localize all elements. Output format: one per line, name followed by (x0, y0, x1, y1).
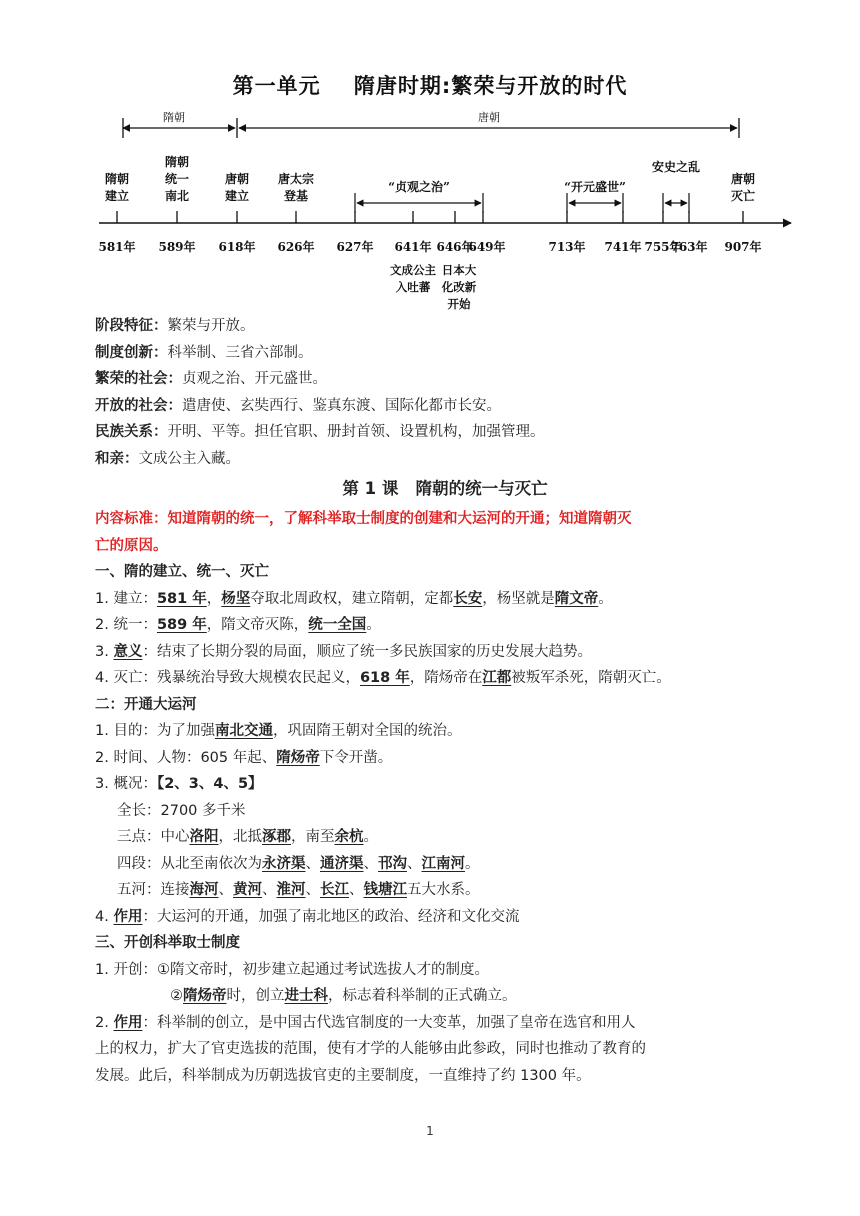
list-item: 2. 统一：589 年，隋文帝灭陈，统一全国。 (95, 617, 381, 633)
sui-label: 隋朝 (163, 111, 185, 124)
timeline-below-label: 文成公主入吐蕃 (390, 263, 436, 294)
timeline-event-label: 隋朝统一南北 (164, 155, 190, 203)
list-item: 2. 时间、人物：605 年起、隋炀帝下令开凿。 (95, 749, 393, 766)
summary-row: 开放的社会：遣唐使、玄奘西行、鉴真东渡、国际化都市长安。 (95, 397, 501, 414)
timeline-year-label: 763年 (670, 240, 708, 254)
timeline-year-label: 589年 (158, 240, 196, 254)
timeline-year-label: 741年 (604, 240, 642, 254)
page-number: 1 (426, 1124, 434, 1138)
timeline-event-label: 唐朝建立 (224, 172, 250, 203)
list-subitem: ②隋炀帝时，创立进士科，标志着科举制的正式确立。 (170, 988, 517, 1004)
timeline-period-label: “开元盛世” (564, 180, 626, 194)
summary-row: 和亲：文成公主入藏。 (95, 450, 240, 467)
timeline-year-label: 618年 (218, 240, 256, 254)
list-item-cont: 上的权力，扩大了官吏选拔的范围，使有才学的人能够由此参政，同时也推动了教育的 (95, 1041, 646, 1057)
timeline-period-label: 安史之乱 (651, 160, 701, 174)
timeline-year-label: 627年 (336, 240, 374, 254)
content-standard-cont: 亡的原因。 (95, 537, 168, 554)
timeline-year-label: 626年 (277, 240, 315, 254)
list-item: 1. 建立：581 年，杨坚夺取北周政权，建立隋朝，定都长安，杨坚就是隋文帝。 (95, 590, 613, 607)
list-item: 1. 开创：①隋文帝时，初步建立起通过考试选拔人才的制度。 (95, 961, 489, 978)
timeline-year-label: 641年 (394, 240, 432, 254)
summary-row: 民族关系：开明、平等。担任官职、册封首领、设置机构，加强管理。 (95, 424, 545, 440)
list-subitem: 全长：2700 多千米 (117, 802, 246, 819)
timeline-year-label: 713年 (548, 240, 586, 254)
content-standard: 内容标准：知道隋朝的统一，了解科举取士制度的创建和大运河的开通；知道隋朝灭 (95, 511, 632, 527)
timeline-year-label: 646年 (436, 240, 474, 254)
list-item: 2. 作用：科举制的创立，是中国古代选官制度的一大变革，加强了皇帝在选官和用人 (95, 1014, 636, 1031)
list-subitem: 三点：中心洛阳，北抵涿郡，南至余杭。 (117, 829, 378, 845)
document-body (95, 313, 795, 1089)
list-item: 4. 灭亡：残暴统治导致大规模农民起义，618 年，隋炀帝在江都被叛军杀死，隋朝灭亡。 (95, 670, 671, 686)
timeline-year-label: 649年 (468, 240, 506, 254)
list-item: 3. 意义：结束了长期分裂的局面，顺应了统一多民族国家的历史发展大趋势。 (95, 643, 592, 660)
timeline-event-label: 唐太宗登基 (277, 172, 315, 203)
section-heading: 一、隋的建立、统一、灭亡 (95, 564, 269, 580)
timeline-diagram (95, 100, 805, 315)
list-subitem: 五河：连接海河、黄河、淮河、长江、钱塘江五大水系。 (117, 882, 480, 898)
timeline-year-label: 907年 (724, 240, 762, 254)
timeline-year-label: 755年 (644, 240, 682, 254)
timeline-event-label: 隋朝建立 (104, 172, 130, 203)
list-item: 3. 概况：【2、3、4、5】 (95, 776, 263, 792)
list-item: 4. 作用：大运河的开通，加强了南北地区的政治、经济和文化交流 (95, 908, 520, 925)
unit-title: 第一单元 隋唐时期:繁荣与开放的时代 (232, 74, 628, 98)
summary-row: 制度创新：科举制、三省六部制。 (95, 344, 313, 361)
section-heading: 三、开创科举取士制度 (95, 935, 240, 951)
summary-row: 阶段特征：繁荣与开放。 (95, 318, 255, 334)
timeline-year-label: 581年 (98, 240, 136, 254)
list-item: 1. 目的：为了加强南北交通，巩固隋王朝对全国的统治。 (95, 723, 462, 739)
timeline-below-label: 日本大化改新开始 (441, 263, 477, 311)
timeline-period-label: “贞观之治” (388, 180, 450, 194)
list-item-cont: 发展。此后，科举制成为历朝选拔官吏的主要制度，一直维持了约 1300 年。 (95, 1067, 591, 1084)
list-subitem: 四段：从北至南依次为永济渠、通济渠、邗沟、江南河。 (117, 855, 480, 872)
timeline-event-label: 唐朝灭亡 (730, 172, 756, 203)
section-heading: 二：开通大运河 (95, 696, 197, 713)
tang-label: 唐朝 (478, 111, 500, 124)
summary-row: 繁荣的社会：贞观之治、开元盛世。 (95, 371, 327, 387)
lesson-title: 第 1 课 隋朝的统一与灭亡 (342, 479, 548, 498)
